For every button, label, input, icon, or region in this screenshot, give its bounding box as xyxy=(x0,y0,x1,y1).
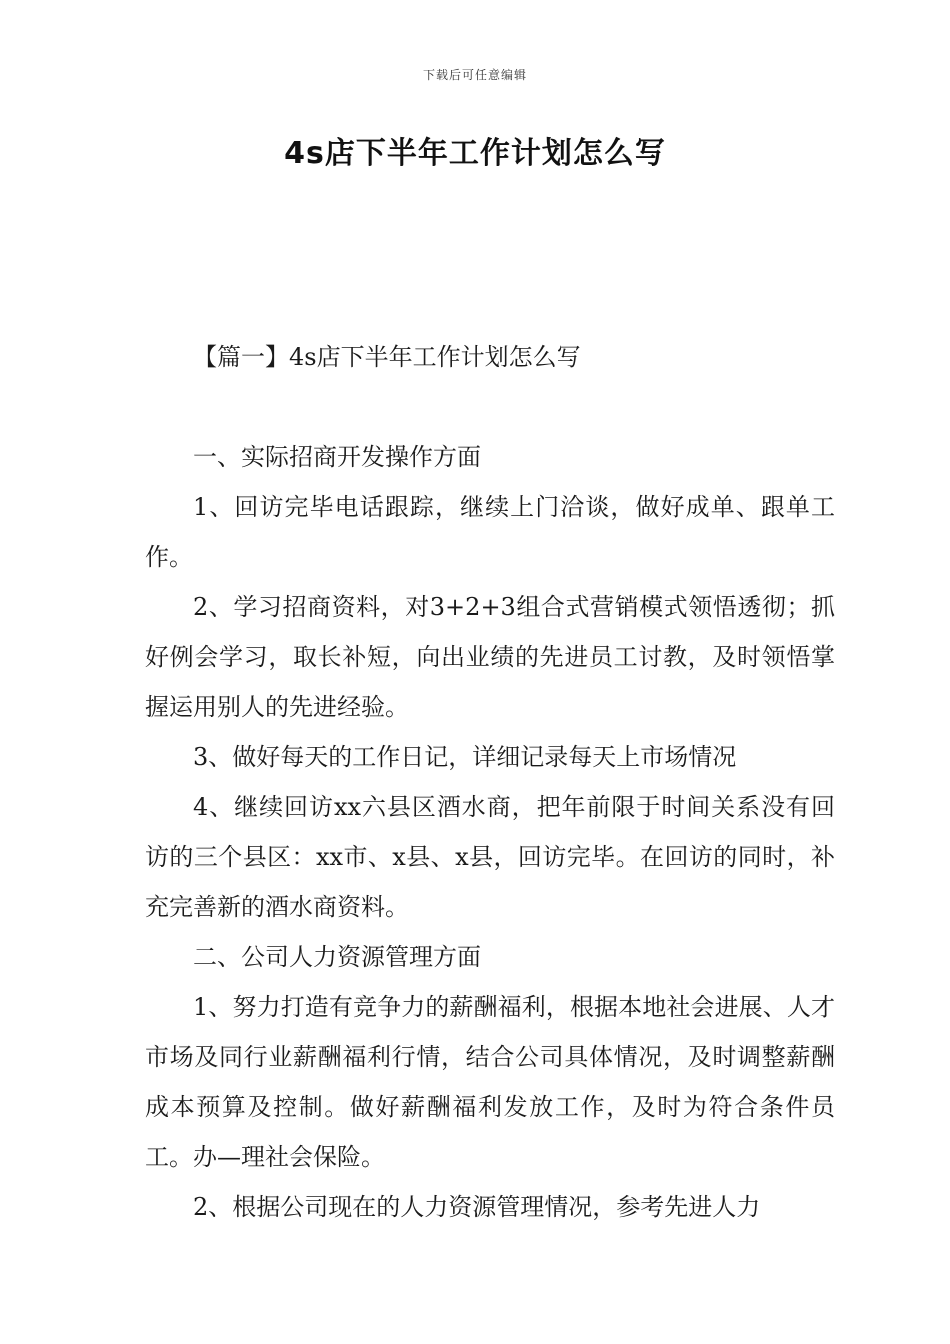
paragraph: 一、实际招商开发操作方面 xyxy=(193,443,481,471)
paragraph: 4、继续回访xx六县区酒水商，把年前限于时间关系没有回访的三个县区：xx市、x县、x县，回访完毕。在回访的同时，补充完善新的酒水商资料。 xyxy=(145,793,835,921)
paragraph: 二、公司人力资源管理方面 xyxy=(193,943,481,971)
paragraph: 3、做好每天的工作日记，详细记录每天上市场情况 xyxy=(193,743,737,771)
document-title: 4s店下半年工作计划怎么写 xyxy=(284,136,666,171)
paragraph: 2、根据公司现在的人力资源管理情况，参考先进人力 xyxy=(193,1193,761,1221)
document-body xyxy=(145,332,835,1232)
section-title: 【篇一】4s店下半年工作计划怎么写 xyxy=(193,343,581,371)
blank-line xyxy=(145,382,835,432)
paragraph: 2、学习招商资料，对3+2+3组合式营销模式领悟透彻；抓好例会学习，取长补短，向出业绩的先进员工讨教，及时领悟掌握运用别人的先进经验。 xyxy=(145,593,835,721)
header-note: 下载后可任意编辑 xyxy=(422,68,527,82)
paragraph: 1、努力打造有竞争力的薪酬福利，根据本地社会进展、人才市场及同行业薪酬福利行情，结合公司具体情况，及时调整薪酬成本预算及控制。做好薪酬福利发放工作，及时为符合条件员工。办—理社会保险。 xyxy=(145,993,835,1171)
paragraph: 1、回访完毕电话跟踪，继续上门洽谈，做好成单、跟单工作。 xyxy=(145,493,835,571)
